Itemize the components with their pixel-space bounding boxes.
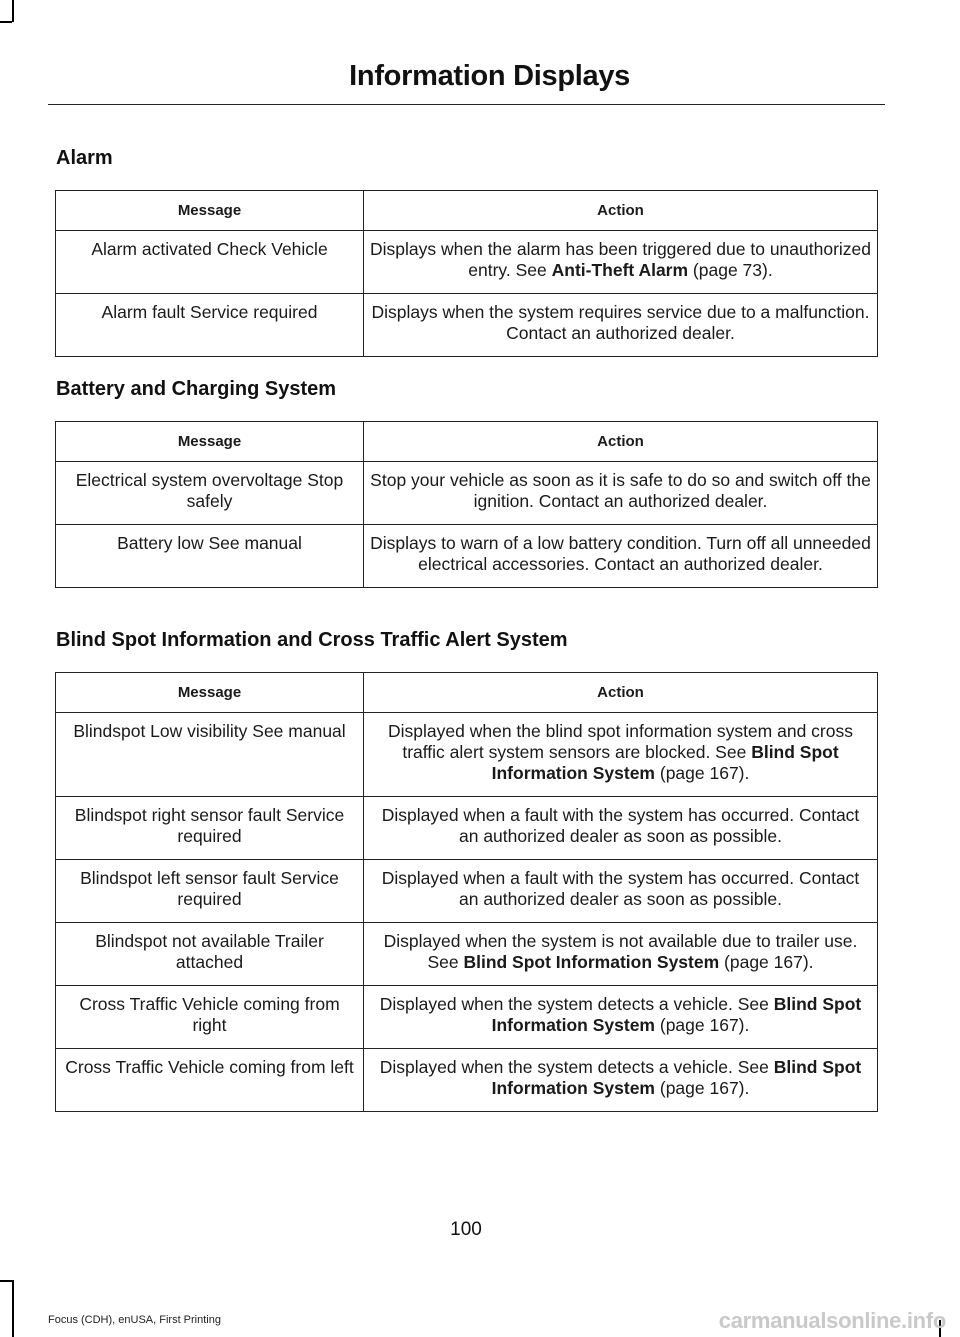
message-cell: Battery low See manual xyxy=(56,525,364,588)
message-cell: Cross Traffic Vehicle coming from right xyxy=(56,986,364,1049)
action-cell xyxy=(364,1049,878,1112)
table-row xyxy=(56,797,878,860)
table-row xyxy=(56,986,878,1049)
page-reference: (page 167). xyxy=(655,763,750,783)
table-header-row xyxy=(56,191,878,231)
blind-spot-table xyxy=(55,672,878,1112)
header-rule xyxy=(48,104,885,105)
column-header-action: Action xyxy=(364,422,878,462)
table-row xyxy=(56,294,878,357)
message-cell: Blindspot not available Trailer attached xyxy=(56,923,364,986)
action-cell xyxy=(364,860,878,923)
action-text: Displayed when the system detects a vehicle. See xyxy=(379,994,774,1014)
page-title: Information Displays xyxy=(349,60,630,92)
table-row xyxy=(56,231,878,294)
column-header-message: Message xyxy=(56,422,364,462)
action-text: Displayed when a fault with the system has occurred. Contact an authorized dealer as soon as possible. xyxy=(381,868,860,909)
page-reference: (page 167). xyxy=(719,952,814,972)
action-text: Displayed when a fault with the system has occurred. Contact an authorized dealer as soon as possible. xyxy=(381,805,860,846)
section-heading-battery: Battery and Charging System xyxy=(56,378,337,400)
action-cell xyxy=(364,797,878,860)
message-cell: Blindspot Low visibility See manual xyxy=(56,713,364,797)
crop-mark xyxy=(12,1280,14,1337)
column-header-action: Action xyxy=(364,673,878,713)
section-heading-blind-spot: Blind Spot Information and Cross Traffic Alert System xyxy=(56,629,568,651)
action-cell xyxy=(364,294,878,357)
table-row xyxy=(56,923,878,986)
table-row xyxy=(56,860,878,923)
crop-mark xyxy=(0,1280,12,1282)
edition-footer: Focus (CDH), enUSA, First Printing xyxy=(48,1314,221,1326)
action-text: Displayed when the system is not available due to trailer use. See xyxy=(383,931,858,972)
message-cell: Electrical system overvoltage Stop safely xyxy=(56,462,364,525)
action-cell xyxy=(364,231,878,294)
page-number: 100 xyxy=(450,1219,482,1240)
table-header-row xyxy=(56,673,878,713)
column-header-message: Message xyxy=(56,191,364,231)
action-text: Displayed when the blind spot information system and cross traffic alert system sensors are blocked. See xyxy=(388,721,853,762)
message-cell: Alarm activated Check Vehicle xyxy=(56,231,364,294)
column-header-action: Action xyxy=(364,191,878,231)
cross-reference-link[interactable]: Blind Spot Information System xyxy=(491,994,862,1035)
action-cell xyxy=(364,462,878,525)
cross-reference-link[interactable]: Anti-Theft Alarm xyxy=(551,260,689,280)
crop-mark xyxy=(12,0,14,22)
page-reference: (page 167). xyxy=(655,1078,750,1098)
table-row xyxy=(56,713,878,797)
action-cell xyxy=(364,923,878,986)
section-heading-alarm: Alarm xyxy=(56,147,113,169)
message-cell: Blindspot left sensor fault Service required xyxy=(56,860,364,923)
cross-reference-link[interactable]: Blind Spot Information System xyxy=(491,1057,862,1098)
action-text: Stop your vehicle as soon as it is safe to do so and switch off the ignition. Contact an authorized dealer. xyxy=(370,470,871,511)
action-cell xyxy=(364,525,878,588)
column-header-message: Message xyxy=(56,673,364,713)
table-row xyxy=(56,525,878,588)
page-reference: (page 167). xyxy=(655,1015,750,1035)
action-cell xyxy=(364,713,878,797)
action-text: Displayed when the system detects a vehicle. See xyxy=(379,1057,774,1077)
battery-table xyxy=(55,421,878,588)
message-cell: Blindspot right sensor fault Service required xyxy=(56,797,364,860)
watermark: carmanualsonline.info xyxy=(718,1308,946,1333)
table-row xyxy=(56,1049,878,1112)
crop-mark xyxy=(0,21,12,23)
message-cell: Cross Traffic Vehicle coming from left xyxy=(56,1049,364,1112)
table-header-row xyxy=(56,422,878,462)
action-text: Displays to warn of a low battery condition. Turn off all unneeded electrical accessories. Contact an authorized dealer. xyxy=(370,533,871,574)
action-text: Displays when the system requires service due to a malfunction. Contact an authorized dealer. xyxy=(371,302,870,343)
action-text: Displays when the alarm has been triggered due to unauthorized entry. See xyxy=(370,239,872,280)
message-cell: Alarm fault Service required xyxy=(56,294,364,357)
table-row xyxy=(56,462,878,525)
page-reference: (page 73). xyxy=(688,260,773,280)
cross-reference-link[interactable]: Blind Spot Information System xyxy=(491,742,839,783)
action-cell xyxy=(364,986,878,1049)
cross-reference-link[interactable]: Blind Spot Information System xyxy=(463,952,720,972)
alarm-table xyxy=(55,190,878,357)
